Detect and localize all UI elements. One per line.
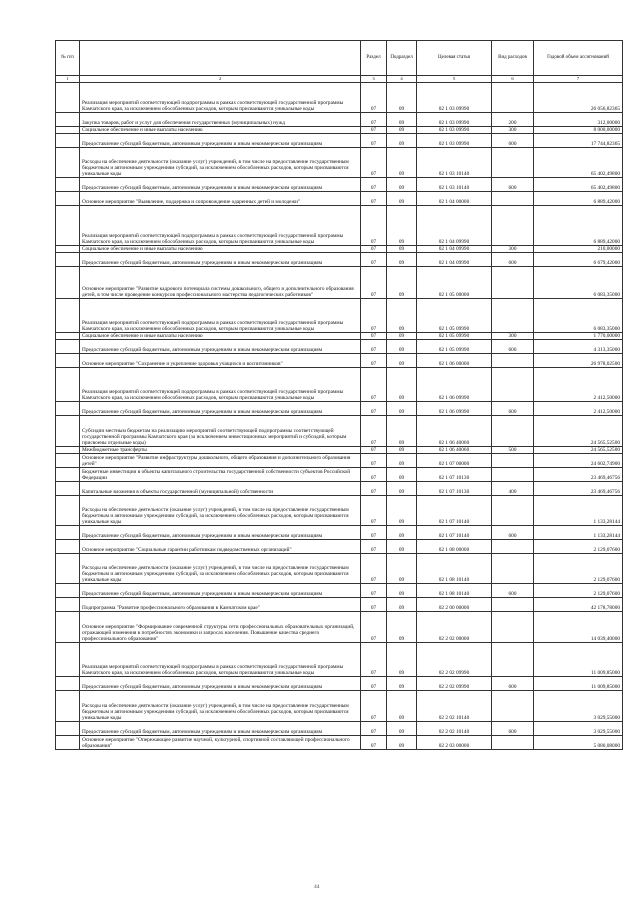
cell-number [56, 496, 80, 526]
cell-podrazdel: 09 [387, 736, 417, 750]
cell-amount: 6 679,42000 [534, 253, 623, 267]
column-number: 7 [534, 76, 623, 83]
cell-podrazdel: 09 [387, 677, 417, 691]
cell-number [56, 454, 80, 468]
table-row [56, 447, 623, 454]
cell-podrazdel: 09 [387, 468, 417, 482]
cell-number [56, 178, 80, 192]
table-row [56, 612, 623, 643]
cell-expense-type: 600 [492, 402, 534, 416]
cell-razdel: 07 [361, 554, 387, 584]
cell-razdel: 07 [361, 206, 387, 246]
cell-description: Социальное обеспечение и иные выплаты населению [80, 127, 361, 134]
cell-expense-type: 600 [492, 340, 534, 354]
cell-razdel: 07 [361, 246, 387, 253]
cell-podrazdel: 09 [387, 691, 417, 722]
cell-expense-type: 300 [492, 127, 534, 134]
cell-target-article: 02 1 03 09990 [417, 83, 492, 113]
cell-expense-type: 600 [492, 253, 534, 267]
cell-target-article: 02 2 02 10140 [417, 722, 492, 736]
cell-target-article: 02 1 06 00000 [417, 354, 492, 368]
cell-target-article: 02 1 04 00000 [417, 192, 492, 206]
cell-amount: 3 029,55000 [534, 722, 623, 736]
cell-razdel: 07 [361, 402, 387, 416]
cell-podrazdel: 09 [387, 83, 417, 113]
cell-amount: 14 039,40000 [534, 612, 623, 643]
cell-description: Социальное обеспечение и иные выплаты населению [80, 246, 361, 253]
cell-target-article: 02 1 06 09990 [417, 368, 492, 402]
cell-podrazdel: 09 [387, 192, 417, 206]
cell-target-article: 02 1 07 10140 [417, 496, 492, 526]
cell-razdel: 07 [361, 496, 387, 526]
cell-expense-type [492, 192, 534, 206]
cell-amount: 6 889,42000 [534, 206, 623, 246]
cell-target-article: 02 1 08 00000 [417, 540, 492, 554]
cell-description: Подпрограмма "Развитие профессионального образования в Камчатском крае" [80, 598, 361, 612]
cell-razdel: 07 [361, 677, 387, 691]
cell-description: Социальное обеспечение и иные выплаты населению [80, 333, 361, 340]
table-row [56, 368, 623, 402]
cell-podrazdel: 09 [387, 206, 417, 246]
cell-description: Предоставление субсидий бюджетным, автономным учреждениям и иным некоммерческим организациям [80, 722, 361, 736]
cell-number [56, 333, 80, 340]
cell-expense-type: 500 [492, 447, 534, 454]
cell-podrazdel: 09 [387, 402, 417, 416]
cell-target-article: 02 1 03 10140 [417, 178, 492, 192]
cell-description: Реализация мероприятий соответствующей подпрограммы в рамках соответствующей государственной программы Камчатского края, за исключением обособленных расходов, которым присваиваются уникальные коды [80, 368, 361, 402]
table-row [56, 482, 623, 496]
cell-razdel: 07 [361, 148, 387, 178]
cell-amount: 24 602,74900 [534, 454, 623, 468]
cell-number [56, 340, 80, 354]
cell-podrazdel: 09 [387, 540, 417, 554]
cell-amount: 6 889,42000 [534, 192, 623, 206]
cell-razdel: 07 [361, 447, 387, 454]
cell-target-article: 02 2 02 00000 [417, 612, 492, 643]
cell-target-article: 02 2 02 09990 [417, 677, 492, 691]
table-row [56, 554, 623, 584]
cell-podrazdel: 09 [387, 354, 417, 368]
cell-expense-type [492, 598, 534, 612]
cell-number [56, 722, 80, 736]
cell-description: Основное мероприятие "Социальные гарантии работникам подведомственных организаций" [80, 540, 361, 554]
cell-razdel: 07 [361, 691, 387, 722]
header-number: № п/п [56, 41, 80, 76]
table-row [56, 299, 623, 333]
column-number: 2 [80, 76, 361, 83]
cell-description: Предоставление субсидий бюджетным, автономным учреждениям и иным некоммерческим организациям [80, 134, 361, 148]
budget-allocation-table [55, 40, 623, 750]
cell-razdel: 07 [361, 340, 387, 354]
cell-expense-type [492, 540, 534, 554]
cell-razdel: 07 [361, 134, 387, 148]
table-row [56, 598, 623, 612]
cell-description: Предоставление субсидий бюджетным, автономным учреждениям и иным некоммерческим организациям [80, 584, 361, 598]
cell-target-article: 02 1 07 10140 [417, 526, 492, 540]
cell-description: Субсидии местным бюджетам на реализацию мероприятий соответствующей подпрограммы соответствующей государственной программы Камчатского края (за исключением инвестиционных мероприятий и субсидий, которым присвоены отдельные коды) [80, 416, 361, 447]
cell-razdel: 07 [361, 192, 387, 206]
cell-razdel: 07 [361, 83, 387, 113]
cell-podrazdel: 09 [387, 454, 417, 468]
cell-amount: 1 133,28144 [534, 526, 623, 540]
cell-expense-type [492, 83, 534, 113]
cell-expense-type: 600 [492, 584, 534, 598]
table-header-row [56, 41, 623, 76]
table-row [56, 267, 623, 299]
cell-number [56, 206, 80, 246]
cell-number [56, 468, 80, 482]
table-row [56, 340, 623, 354]
cell-podrazdel: 09 [387, 526, 417, 540]
cell-target-article: 02 1 08 10140 [417, 584, 492, 598]
cell-number [56, 540, 80, 554]
cell-description: Межбюджетные трансферты [80, 447, 361, 454]
table-row [56, 113, 623, 127]
cell-amount: 8 000,00000 [534, 127, 623, 134]
cell-podrazdel: 09 [387, 178, 417, 192]
cell-expense-type [492, 454, 534, 468]
cell-amount: 312,00000 [534, 113, 623, 127]
cell-description: Реализация мероприятий соответствующей подпрограммы в рамках соответствующей государственной программы Камчатского края, за исключением обособленных расходов, которым присваиваются уникальные коды [80, 299, 361, 333]
cell-amount: 5 080,08000 [534, 736, 623, 750]
cell-number [56, 526, 80, 540]
cell-razdel: 07 [361, 643, 387, 677]
cell-amount: 23 469,46756 [534, 468, 623, 482]
cell-description: Расходы на обеспечение деятельности (оказание услуг) учреждений, в том числе на предоставление государственным бюджетным и автономным учреждениям субсидий, за исключением обособленных расходов, которым присваиваются уникальные коды [80, 554, 361, 584]
cell-razdel: 07 [361, 368, 387, 402]
cell-razdel: 07 [361, 333, 387, 340]
cell-amount: 6 083,35000 [534, 299, 623, 333]
cell-amount: 1 133,28144 [534, 496, 623, 526]
table-row [56, 402, 623, 416]
cell-amount: 17 744,82365 [534, 134, 623, 148]
header-target-article: Целевая статья [417, 41, 492, 76]
table-row [56, 416, 623, 447]
cell-number [56, 127, 80, 134]
cell-razdel: 07 [361, 526, 387, 540]
cell-podrazdel: 09 [387, 299, 417, 333]
cell-razdel: 07 [361, 267, 387, 299]
cell-target-article: 02 1 05 09990 [417, 333, 492, 340]
cell-number [56, 482, 80, 496]
cell-target-article: 02 1 04 09990 [417, 253, 492, 267]
table-body [56, 83, 623, 750]
cell-expense-type [492, 612, 534, 643]
cell-description: Предоставление субсидий бюджетным, автономным учреждениям и иным некоммерческим организациям [80, 526, 361, 540]
cell-podrazdel: 09 [387, 722, 417, 736]
table-row [56, 468, 623, 482]
cell-expense-type: 600 [492, 526, 534, 540]
cell-razdel: 07 [361, 113, 387, 127]
table-row [56, 127, 623, 134]
cell-expense-type: 600 [492, 677, 534, 691]
table-row [56, 677, 623, 691]
cell-podrazdel: 09 [387, 113, 417, 127]
cell-razdel: 07 [361, 299, 387, 333]
cell-target-article: 02 1 04 09990 [417, 206, 492, 246]
cell-target-article: 02 1 07 00000 [417, 454, 492, 468]
table-row [56, 206, 623, 246]
cell-number [56, 253, 80, 267]
table-row [56, 192, 623, 206]
cell-description: Закупка товаров, работ и услуг для обеспечения государственных (муниципальных) нужд [80, 113, 361, 127]
cell-number [56, 691, 80, 722]
table-row [56, 178, 623, 192]
cell-number [56, 736, 80, 750]
table-row [56, 584, 623, 598]
cell-number [56, 246, 80, 253]
cell-podrazdel: 09 [387, 643, 417, 677]
column-number: 1 [56, 76, 80, 83]
cell-amount: 65 402,49800 [534, 148, 623, 178]
cell-description: Расходы на обеспечение деятельности (оказание услуг) учреждений, в том числе на предоставление государственным бюджетным и автономным учреждениям субсидий, за исключением обособленных расходов, которым присваиваются уникальные коды [80, 691, 361, 722]
cell-description: Реализация мероприятий соответствующей подпрограммы в рамках соответствующей государственной программы Камчатского края, за исключением обособленных расходов, которым присваиваются уникальные коды [80, 83, 361, 113]
table-row [56, 691, 623, 722]
column-number-row [56, 76, 623, 83]
cell-number [56, 267, 80, 299]
cell-description: Основное мероприятие "Развитие инфраструктуры дошкольного, общего образования и дополнительного образования детей" [80, 454, 361, 468]
cell-amount: 3 029,55000 [534, 691, 623, 722]
cell-podrazdel: 09 [387, 584, 417, 598]
cell-target-article: 02 1 08 10140 [417, 554, 492, 584]
cell-expense-type [492, 554, 534, 584]
cell-expense-type [492, 468, 534, 482]
cell-description: Предоставление субсидий бюджетным, автономным учреждениям и иным некоммерческим организациям [80, 677, 361, 691]
cell-description: Основное мероприятие "Выявление, поддержка и сопровождение одаренных детей и молодежи" [80, 192, 361, 206]
cell-amount: 2 129,07600 [534, 584, 623, 598]
column-number: 6 [492, 76, 534, 83]
cell-amount: 24 565,52500 [534, 447, 623, 454]
cell-number [56, 612, 80, 643]
cell-expense-type [492, 368, 534, 402]
cell-amount: 65 402,49800 [534, 178, 623, 192]
header-expense-type: Вид расходов [492, 41, 534, 76]
cell-expense-type [492, 643, 534, 677]
cell-description: Реализация мероприятий соответствующей подпрограммы в рамках соответствующей государственной программы Камчатского края, за исключением обособленных расходов, которым присваиваются уникальные коды [80, 206, 361, 246]
cell-description: Предоставление субсидий бюджетным, автономным учреждениям и иным некоммерческим организациям [80, 340, 361, 354]
cell-razdel: 07 [361, 178, 387, 192]
cell-number [56, 447, 80, 454]
cell-description: Расходы на обеспечение деятельности (оказание услуг) учреждений, в том числе на предоставление государственным бюджетным и автономным учреждениям субсидий, за исключением обособленных расходов, которым присваиваются уникальные коды [80, 496, 361, 526]
cell-amount: 2 129,07600 [534, 540, 623, 554]
cell-expense-type: 200 [492, 113, 534, 127]
cell-target-article: 02 1 03 09990 [417, 113, 492, 127]
cell-razdel: 07 [361, 598, 387, 612]
column-number: 4 [387, 76, 417, 83]
cell-expense-type [492, 496, 534, 526]
cell-target-article: 02 2 02 09990 [417, 643, 492, 677]
table-row [56, 253, 623, 267]
cell-amount: 1 770,00000 [534, 333, 623, 340]
cell-podrazdel: 09 [387, 368, 417, 402]
cell-target-article: 02 1 07 10130 [417, 482, 492, 496]
cell-description: Основное мероприятие "Сохранение и укрепление здоровья учащихся и воспитанников" [80, 354, 361, 368]
cell-description: Основное мероприятие "Формирование современной структуры сети профессиональных образовательных организаций, отражающей изменения в потребностях экономики и запросах населения. Повышение качества среднего профессионального образования" [80, 612, 361, 643]
cell-expense-type: 600 [492, 178, 534, 192]
cell-description: Основное мероприятие "Развитие кадрового потенциала системы дошкольного, общего и дополнительного образования детей, в том числе проведение конкурсов профессионального мастерства педагогических работников" [80, 267, 361, 299]
cell-podrazdel: 09 [387, 496, 417, 526]
cell-target-article: 02 2 02 10140 [417, 691, 492, 722]
cell-description: Капитальные вложения в объекты государственной (муниципальной) собственности [80, 482, 361, 496]
cell-target-article: 02 1 03 09990 [417, 134, 492, 148]
cell-target-article: 02 2 03 00000 [417, 736, 492, 750]
header-razdel: Раздел [361, 41, 387, 76]
cell-amount: 4 313,35000 [534, 340, 623, 354]
cell-podrazdel: 09 [387, 340, 417, 354]
cell-target-article: 02 2 00 00000 [417, 598, 492, 612]
cell-amount: 11 009,85000 [534, 677, 623, 691]
cell-podrazdel: 09 [387, 416, 417, 447]
cell-amount: 6 083,35000 [534, 267, 623, 299]
cell-number [56, 113, 80, 127]
cell-target-article: 02 1 07 10130 [417, 468, 492, 482]
cell-razdel: 07 [361, 584, 387, 598]
cell-expense-type: 600 [492, 722, 534, 736]
cell-target-article: 02 1 06 40060 [417, 416, 492, 447]
cell-number [56, 598, 80, 612]
table-row [56, 454, 623, 468]
budget-table-sheet [55, 40, 622, 750]
cell-expense-type [492, 148, 534, 178]
cell-amount: 26 978,02500 [534, 354, 623, 368]
cell-number [56, 402, 80, 416]
table-row [56, 354, 623, 368]
cell-target-article: 02 1 06 09990 [417, 402, 492, 416]
cell-razdel: 07 [361, 540, 387, 554]
cell-expense-type [492, 206, 534, 246]
cell-description: Предоставление субсидий бюджетным, автономным учреждениям и иным некоммерческим организациям [80, 178, 361, 192]
cell-podrazdel: 09 [387, 246, 417, 253]
table-row [56, 540, 623, 554]
cell-amount: 26 056,82365 [534, 83, 623, 113]
cell-expense-type [492, 354, 534, 368]
cell-target-article: 02 1 03 10140 [417, 148, 492, 178]
table-row [56, 643, 623, 677]
cell-amount: 42 178,78000 [534, 598, 623, 612]
header-description [80, 41, 361, 76]
cell-expense-type [492, 416, 534, 447]
column-number: 3 [361, 76, 387, 83]
cell-razdel: 07 [361, 416, 387, 447]
table-row [56, 736, 623, 750]
cell-number [56, 148, 80, 178]
table-row [56, 148, 623, 178]
cell-expense-type: 300 [492, 246, 534, 253]
cell-description: Предоставление субсидий бюджетным, автономным учреждениям и иным некоммерческим организациям [80, 402, 361, 416]
cell-razdel: 07 [361, 722, 387, 736]
cell-amount: 23 469,46756 [534, 482, 623, 496]
cell-podrazdel: 09 [387, 554, 417, 584]
cell-podrazdel: 09 [387, 482, 417, 496]
cell-number [56, 192, 80, 206]
cell-description: Предоставление субсидий бюджетным, автономным учреждениям и иным некоммерческим организациям [80, 253, 361, 267]
cell-number [56, 643, 80, 677]
header-podrazdel: Подраздел [387, 41, 417, 76]
cell-podrazdel: 09 [387, 267, 417, 299]
cell-amount: 2 129,07600 [534, 554, 623, 584]
cell-expense-type: 400 [492, 482, 534, 496]
cell-podrazdel: 09 [387, 253, 417, 267]
cell-podrazdel: 09 [387, 127, 417, 134]
cell-number [56, 368, 80, 402]
cell-razdel: 07 [361, 127, 387, 134]
cell-podrazdel: 09 [387, 612, 417, 643]
cell-number [56, 354, 80, 368]
cell-razdel: 07 [361, 354, 387, 368]
page-number: 44 [314, 884, 320, 890]
cell-podrazdel: 09 [387, 148, 417, 178]
cell-expense-type [492, 299, 534, 333]
table-row [56, 526, 623, 540]
cell-podrazdel: 09 [387, 598, 417, 612]
header-annual-allocation: Годовой объем ассигнований [534, 41, 623, 76]
cell-number [56, 416, 80, 447]
cell-target-article: 02 1 05 09990 [417, 340, 492, 354]
column-number: 5 [417, 76, 492, 83]
cell-target-article: 02 1 06 40060 [417, 447, 492, 454]
cell-razdel: 07 [361, 612, 387, 643]
table-row [56, 496, 623, 526]
cell-number [56, 677, 80, 691]
cell-number [56, 299, 80, 333]
cell-target-article: 02 1 05 09990 [417, 299, 492, 333]
table-row [56, 83, 623, 113]
cell-description: Основное мероприятие "Опережающее развитие научной, культурной, спортивной составляющей профессионального образования" [80, 736, 361, 750]
cell-expense-type [492, 267, 534, 299]
cell-expense-type: 600 [492, 134, 534, 148]
cell-amount: 2 412,50000 [534, 368, 623, 402]
cell-amount: 24 565,52500 [534, 416, 623, 447]
cell-amount: 210,00000 [534, 246, 623, 253]
cell-target-article: 02 1 05 00000 [417, 267, 492, 299]
cell-amount: 11 009,85000 [534, 643, 623, 677]
cell-target-article: 02 1 04 09990 [417, 246, 492, 253]
cell-number [56, 554, 80, 584]
cell-description: Реализация мероприятий соответствующей подпрограммы в рамках соответствующей государственной программы Камчатского края, за исключением обособленных расходов, которым присваиваются уникальные коды [80, 643, 361, 677]
cell-razdel: 07 [361, 468, 387, 482]
cell-razdel: 07 [361, 454, 387, 468]
cell-number [56, 83, 80, 113]
cell-description: Расходы на обеспечение деятельности (оказание услуг) учреждений, в том числе на предоставление государственным бюджетным и автономным учреждениям субсидий, за исключением обособленных расходов, которым присваиваются уникальные коды [80, 148, 361, 178]
cell-podrazdel: 09 [387, 333, 417, 340]
cell-razdel: 07 [361, 736, 387, 750]
cell-description: Бюджетные инвестиции в объекты капитального строительства государственной собственности субъектов Российской Федерации [80, 468, 361, 482]
cell-target-article: 02 1 03 09990 [417, 127, 492, 134]
cell-amount: 2 412,50000 [534, 402, 623, 416]
cell-expense-type [492, 736, 534, 750]
table-row [56, 333, 623, 340]
cell-podrazdel: 09 [387, 134, 417, 148]
cell-expense-type [492, 691, 534, 722]
cell-expense-type: 300 [492, 333, 534, 340]
table-row [56, 722, 623, 736]
cell-razdel: 07 [361, 482, 387, 496]
table-row [56, 246, 623, 253]
cell-number [56, 584, 80, 598]
cell-number [56, 134, 80, 148]
cell-razdel: 07 [361, 253, 387, 267]
cell-podrazdel: 09 [387, 447, 417, 454]
table-row [56, 134, 623, 148]
